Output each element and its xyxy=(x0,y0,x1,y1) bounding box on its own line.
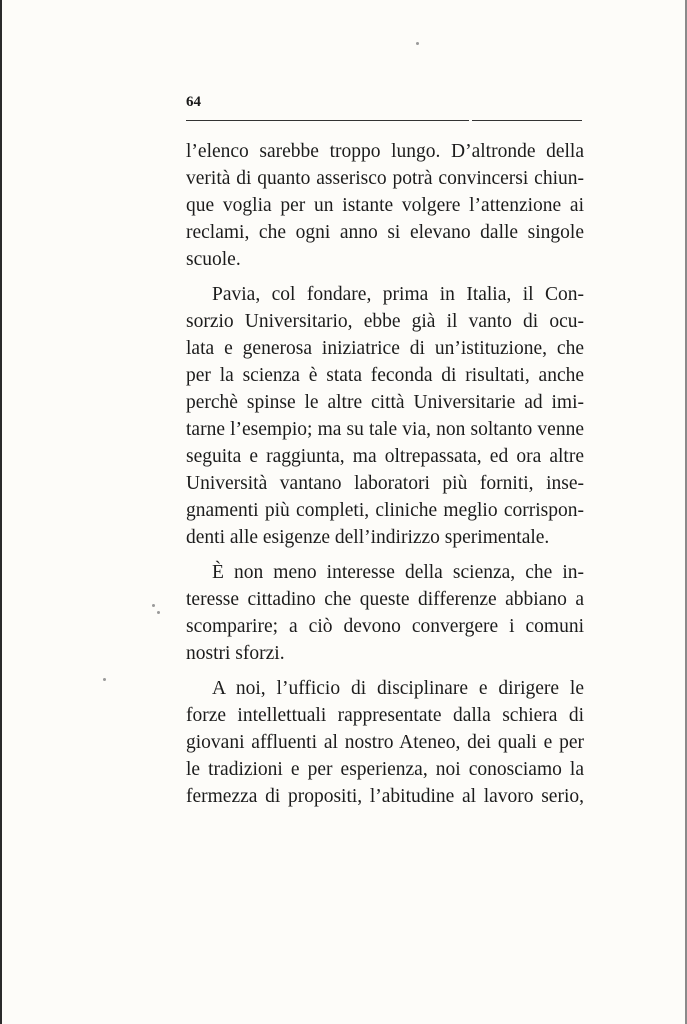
print-speck xyxy=(103,678,106,681)
text-line: giovani affluenti al nostro Ateneo, dei quali e per xyxy=(186,732,584,753)
text-line: lata e generosa iniziatrice di un’istituzione, che xyxy=(186,338,584,359)
print-speck xyxy=(157,611,160,614)
text-line: teresse cittadino che queste differenze abbiano a xyxy=(186,589,584,610)
text-line: forze intellettuali rappresentate dalla schiera di xyxy=(186,705,584,726)
paragraph-gap xyxy=(186,667,584,675)
page-number: 64 xyxy=(186,94,201,110)
paragraph-gap xyxy=(186,551,584,559)
text-line: fermezza di propositi, l’abitudine al lavoro serio, xyxy=(186,786,584,807)
text-line: seguita e raggiunta, ma oltrepassata, ed ora altre xyxy=(186,446,584,467)
text-line: Università vantano laboratori più forniti, inse- xyxy=(186,473,584,494)
text-line: gnamenti più completi, cliniche meglio corrispon- xyxy=(186,500,584,521)
text-line: nostri sforzi. xyxy=(186,643,285,664)
header-rule xyxy=(472,120,582,121)
text-line: reclami, che ogni anno si elevano dalle singole xyxy=(186,222,584,243)
text-line: È non meno interesse della scienza, che in- xyxy=(212,562,584,583)
text-line: perchè spinse le altre città Universitarie ad imi- xyxy=(186,392,584,413)
text-line: que voglia per un istante volgere l’attenzione ai xyxy=(186,195,584,216)
text-line: scuole. xyxy=(186,249,241,270)
text-line: verità di quanto asserisco potrà convincersi chiun- xyxy=(186,168,584,189)
text-line: denti alle esigenze dell’indirizzo sperimentale. xyxy=(186,527,550,548)
text-line: per la scienza è stata feconda di risultati, anche xyxy=(186,365,584,386)
text-line: le tradizioni e per esperienza, noi conosciamo la xyxy=(186,759,584,780)
print-speck xyxy=(416,42,419,45)
text-line: scomparire; a ciò devono convergere i comuni xyxy=(186,616,584,637)
page-left-edge xyxy=(0,0,2,1024)
text-line: sorzio Universitario, ebbe già il vanto di ocu- xyxy=(186,311,584,332)
body-text xyxy=(186,138,584,810)
header-rule xyxy=(186,120,469,121)
text-line: l’elenco sarebbe troppo lungo. D’altronde della xyxy=(186,141,584,162)
text-line: Pavia, col fondare, prima in Italia, il Con- xyxy=(212,284,584,305)
print-speck xyxy=(152,604,155,607)
text-line: A noi, l’ufficio di disciplinare e dirigere le xyxy=(212,678,584,699)
paragraph-gap xyxy=(186,273,584,281)
text-line: tarne l’esempio; ma su tale via, non soltanto venne xyxy=(186,419,584,440)
